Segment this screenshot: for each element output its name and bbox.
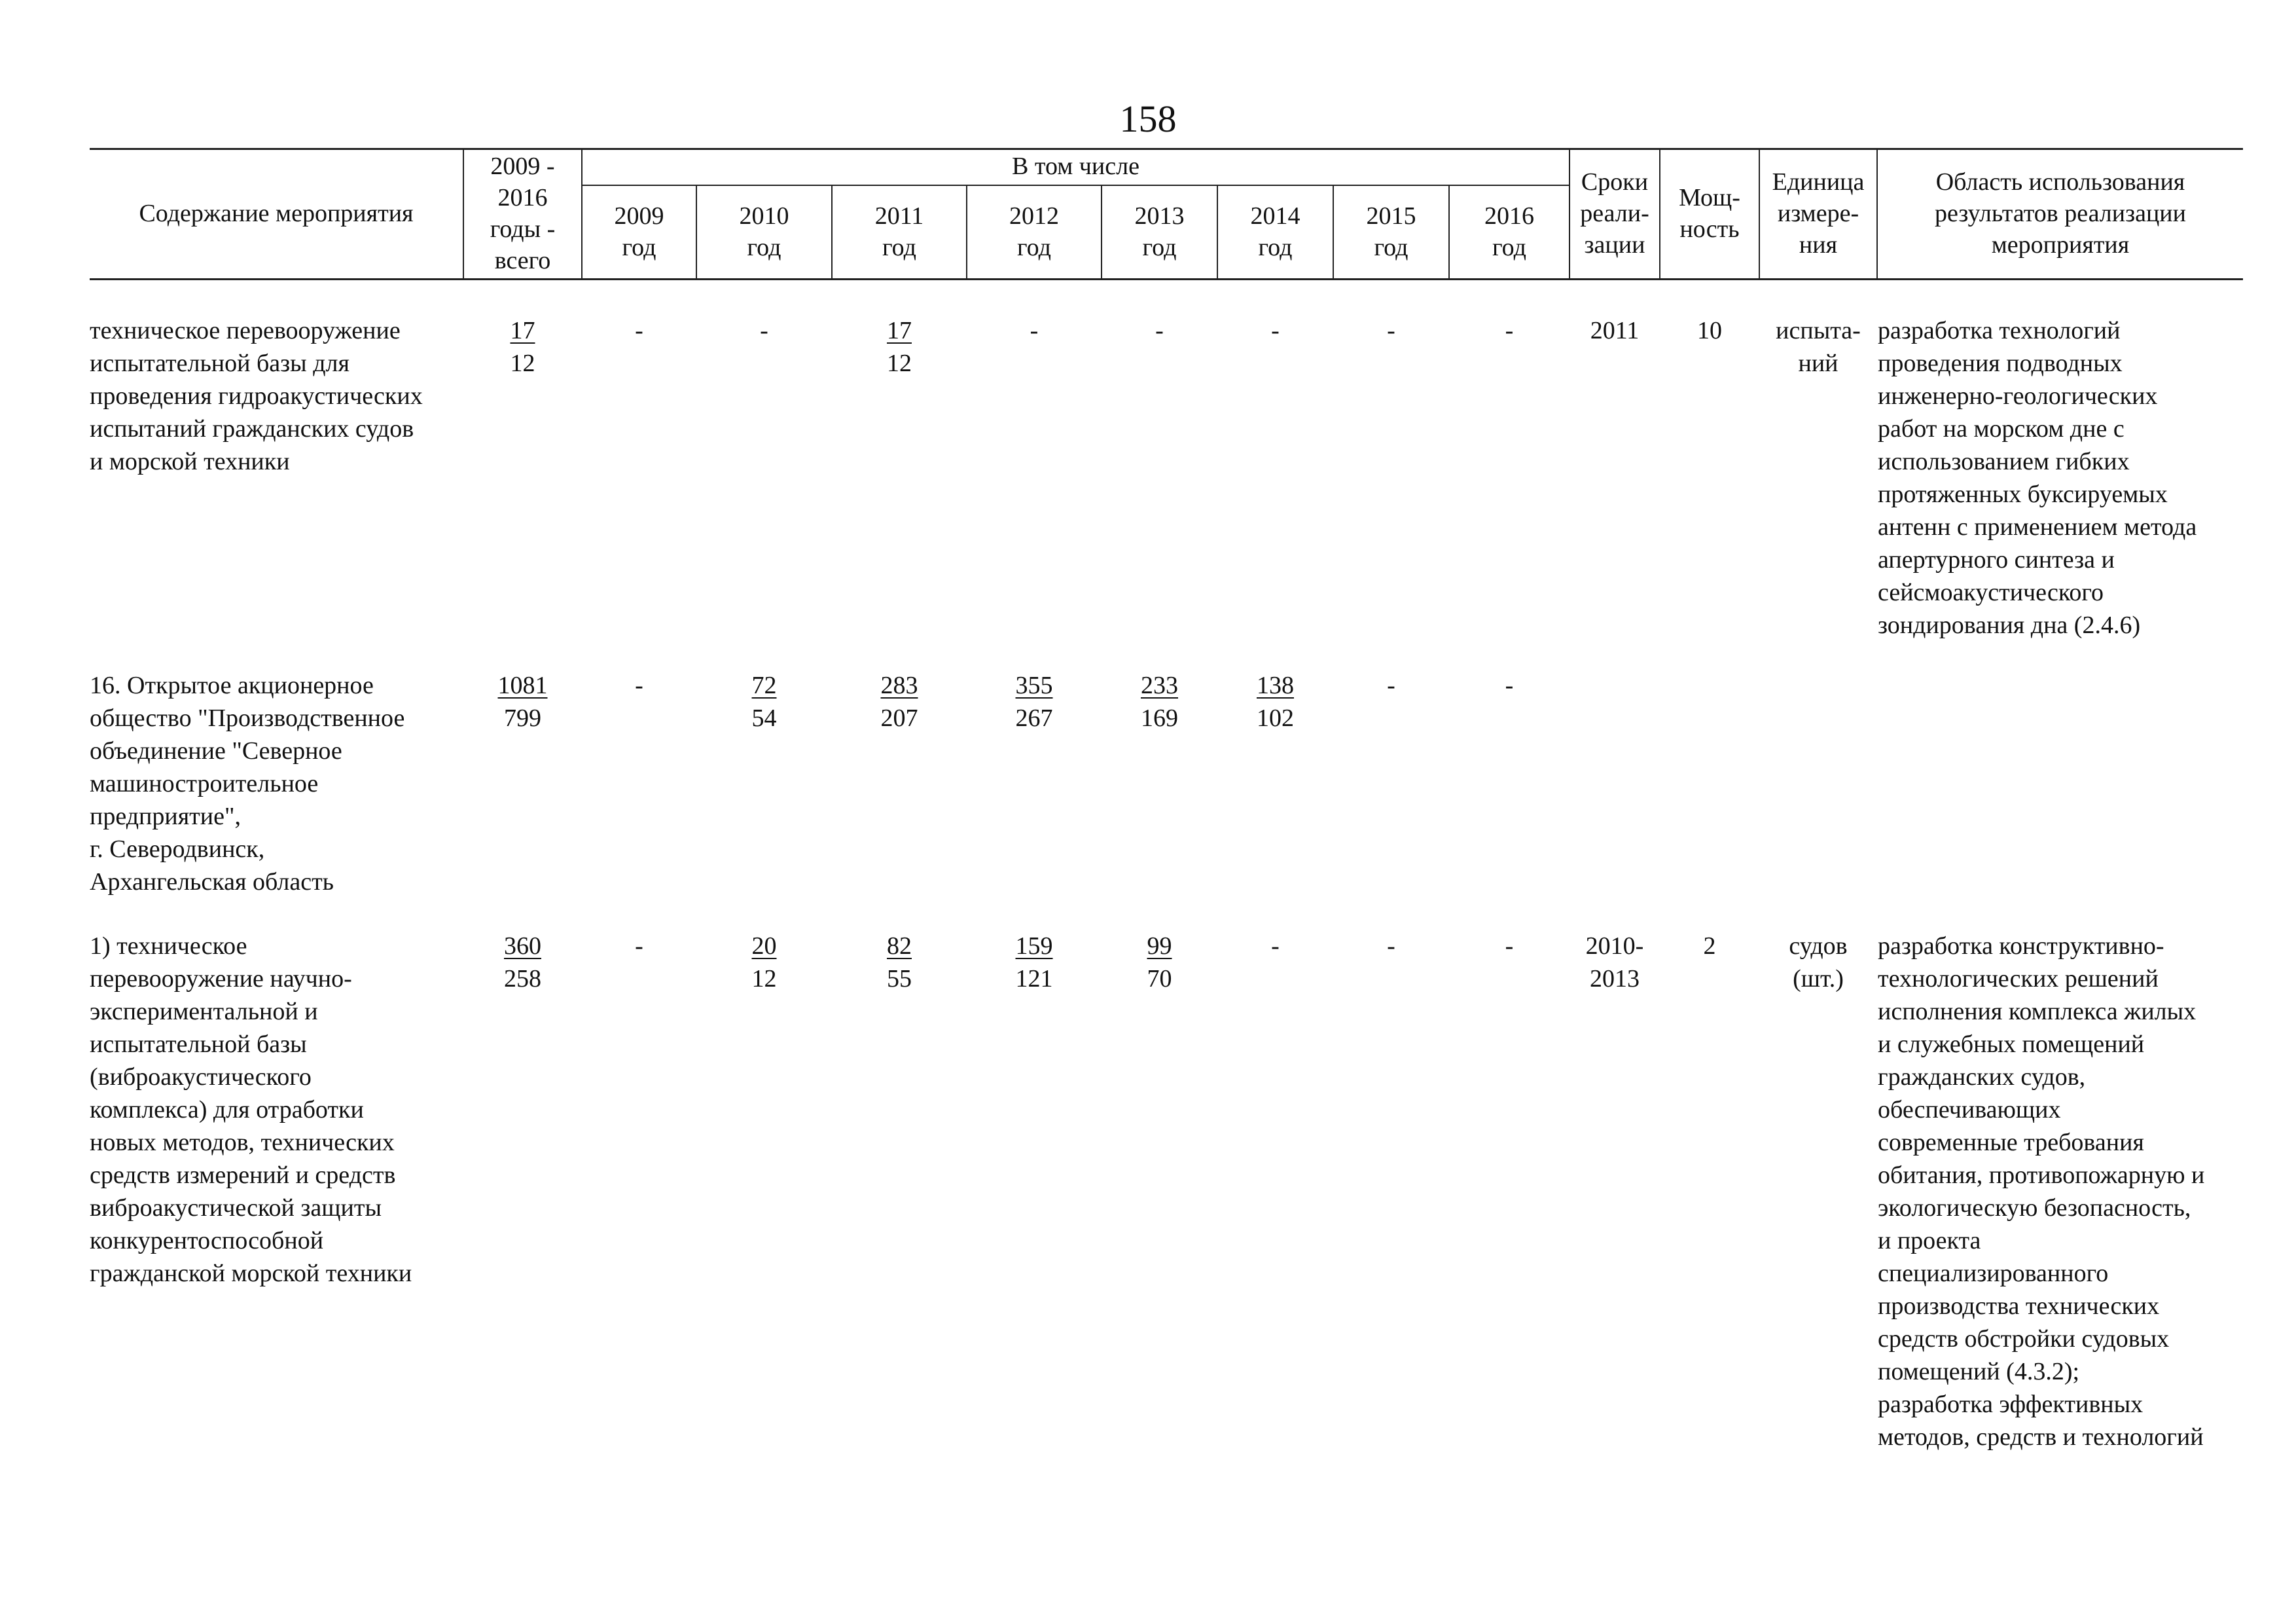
header-year-word: год: [882, 234, 916, 261]
header-year-number: 2015: [1366, 202, 1416, 230]
header-year-2014: [1218, 185, 1333, 278]
row-year-2010: [697, 930, 831, 995]
row-year-2014: [1218, 669, 1333, 735]
row-year-2016: [1450, 930, 1569, 962]
value-dash: -: [1155, 317, 1164, 344]
value-total-cost: 82: [887, 932, 912, 960]
value-total-cost: 159: [1015, 932, 1053, 960]
row-content: техническое перевооружение испытательной базы для проведения гидроакустических испытаний гражданских судов и морской техники: [90, 317, 423, 475]
value-dash: -: [1387, 317, 1395, 344]
header-area-line: Область использования: [1935, 168, 2185, 196]
value-total-cost: 1081: [497, 672, 548, 699]
value-total-cost: 355: [1015, 672, 1053, 699]
row-total: [464, 669, 581, 735]
value-total-cost: 17: [887, 317, 912, 344]
row-year-2015: [1334, 669, 1448, 702]
row-year-2012: [967, 314, 1101, 347]
value-total-cost: 138: [1257, 672, 1294, 699]
value-dash: -: [1030, 317, 1039, 344]
header-year-number: 2016: [1484, 202, 1534, 230]
header-area-line: результатов реализации: [1935, 199, 2186, 227]
header-year-2010: [697, 185, 831, 278]
header-year-number: 2011: [874, 202, 924, 230]
row-year-2009: [583, 930, 696, 962]
row-content: 16. Открытое акционерное общество "Производственное объединение "Северное машиностроительное предприятие", г. Северодвинск, Архангельская область: [90, 672, 405, 896]
header-year-number: 2009: [614, 202, 664, 230]
row-year-2010: [697, 314, 831, 347]
header-year-number: 2012: [1009, 202, 1059, 230]
row-year-2013: [1102, 314, 1217, 347]
row-year-2010: [697, 669, 831, 735]
header-year-word: год: [1492, 234, 1526, 261]
row-year-2012: [967, 669, 1101, 735]
row-unit: судов (шт.): [1789, 932, 1848, 993]
header-total: [464, 148, 581, 278]
value-dash: -: [1271, 932, 1280, 960]
row-year-2011: [833, 669, 966, 735]
row-year-2009: [583, 314, 696, 347]
header-year-word: год: [1142, 234, 1177, 261]
row-area: разработка технологий проведения подводных инженерно-геологических работ на морском дне с использованием гибких протяженных буксируемых антенн с применением метода апертурного синтеза и сейсмоакустического зондирования дна (2.4.6): [1878, 317, 2197, 639]
value-dash: -: [760, 317, 768, 344]
row-year-2011: [833, 314, 966, 380]
row-year-2014: [1218, 930, 1333, 962]
header-total-line: всего: [494, 246, 551, 274]
value-own-funds: 169: [1141, 704, 1178, 732]
value-dash: -: [1271, 317, 1280, 344]
header-year-2013: [1102, 185, 1217, 278]
row-total: [464, 314, 581, 380]
header-terms-line: зации: [1584, 230, 1645, 259]
row-year-2014: [1218, 314, 1333, 347]
row-content: 1) техническое перевооружение научно- экспериментальной и испытательной базы (виброакустического комплекса) для отработки новых методов, технических средств измерений и средств виброакустической защиты конкурентоспособной гражданской морской техники: [90, 932, 412, 1287]
value-total-cost: 17: [510, 317, 535, 344]
row-terms: 2011: [1590, 317, 1640, 344]
value-own-funds: 207: [880, 704, 918, 732]
header-capacity-line: Мощ-: [1679, 183, 1740, 211]
value-own-funds: 102: [1257, 704, 1294, 732]
value-total-cost: 233: [1141, 672, 1178, 699]
header-year-word: год: [1258, 234, 1293, 261]
header-year-word: год: [1017, 234, 1051, 261]
header-capacity-line: ность: [1679, 215, 1740, 243]
value-own-funds: 799: [504, 704, 541, 732]
header-total-line: годы -: [490, 215, 556, 243]
header-unit: [1760, 148, 1876, 278]
header-terms-line: реали-: [1580, 199, 1649, 227]
value-total-cost: 360: [504, 932, 541, 960]
value-dash: -: [635, 317, 643, 344]
value-own-funds: 54: [751, 704, 777, 732]
header-bottom-rule: [90, 278, 2243, 280]
value-dash: -: [635, 672, 643, 699]
row-total: [464, 930, 581, 995]
row-year-2015: [1334, 314, 1448, 347]
row-capacity: 2: [1703, 932, 1716, 960]
row-year-2011: [833, 930, 966, 995]
row-year-2013: [1102, 930, 1217, 995]
value-dash: -: [1387, 672, 1395, 699]
row-year-2009: [583, 669, 696, 702]
header-year-number: 2010: [739, 202, 789, 230]
header-terms: [1570, 148, 1659, 278]
header-year-2011: [833, 185, 966, 278]
value-dash: -: [1505, 932, 1514, 960]
value-own-funds: 267: [1015, 704, 1053, 732]
value-own-funds: 12: [887, 350, 912, 377]
header-year-word: год: [1374, 234, 1408, 261]
header-year-2015: [1334, 185, 1448, 278]
row-year-2016: [1450, 669, 1569, 702]
value-own-funds: 258: [504, 965, 541, 993]
header-terms-line: Сроки: [1581, 168, 1649, 196]
row-year-2012: [967, 930, 1101, 995]
header-content: Содержание мероприятия: [139, 199, 414, 227]
row-year-2013: [1102, 669, 1217, 735]
value-own-funds: 55: [887, 965, 912, 993]
row-capacity: 10: [1697, 317, 1722, 344]
header-year-word: год: [747, 234, 781, 261]
row-terms: 2010- 2013: [1585, 932, 1644, 993]
value-dash: -: [1505, 317, 1514, 344]
value-total-cost: 99: [1147, 932, 1172, 960]
header-year-number: 2013: [1134, 202, 1185, 230]
value-own-funds: 70: [1147, 965, 1172, 993]
header-area: [1878, 148, 2243, 278]
header-including: В том числе: [1012, 153, 1139, 180]
row-year-2015: [1334, 930, 1448, 962]
header-capacity: [1660, 148, 1759, 278]
header-year-2009: [583, 185, 696, 278]
value-own-funds: 12: [751, 965, 777, 993]
header-unit-line: ния: [1799, 230, 1838, 259]
header-area-line: мероприятия: [1991, 230, 2130, 259]
value-dash: -: [1387, 932, 1395, 960]
value-total-cost: 20: [751, 932, 777, 960]
header-year-2012: [967, 185, 1101, 278]
header-unit-line: измере-: [1777, 199, 1859, 227]
page-number: 158: [1119, 98, 1177, 140]
header-year-number: 2014: [1250, 202, 1300, 230]
value-total-cost: 72: [751, 672, 777, 699]
value-dash: -: [1505, 672, 1514, 699]
header-unit-line: Единица: [1772, 168, 1865, 196]
value-own-funds: 121: [1015, 965, 1053, 993]
row-unit: испыта- ний: [1776, 317, 1861, 377]
value-own-funds: 12: [510, 350, 535, 377]
header-total-line: 2016: [497, 183, 548, 211]
header-total-line: 2009 -: [490, 152, 555, 180]
row-area: разработка конструктивно- технологических решений исполнения комплекса жилых и служебных помещений гражданских судов, обеспечивающих современные требования обитания, противопожарную и экологическую безопасность, и проекта специализированного производства технических средств обстройки судовых помещений (4.3.2); разработка эффективных методов, средств и технологий: [1878, 932, 2205, 1451]
value-total-cost: 283: [880, 672, 918, 699]
value-dash: -: [635, 932, 643, 960]
header-year-2016: [1450, 185, 1569, 278]
header-year-word: год: [622, 234, 656, 261]
row-year-2016: [1450, 314, 1569, 347]
